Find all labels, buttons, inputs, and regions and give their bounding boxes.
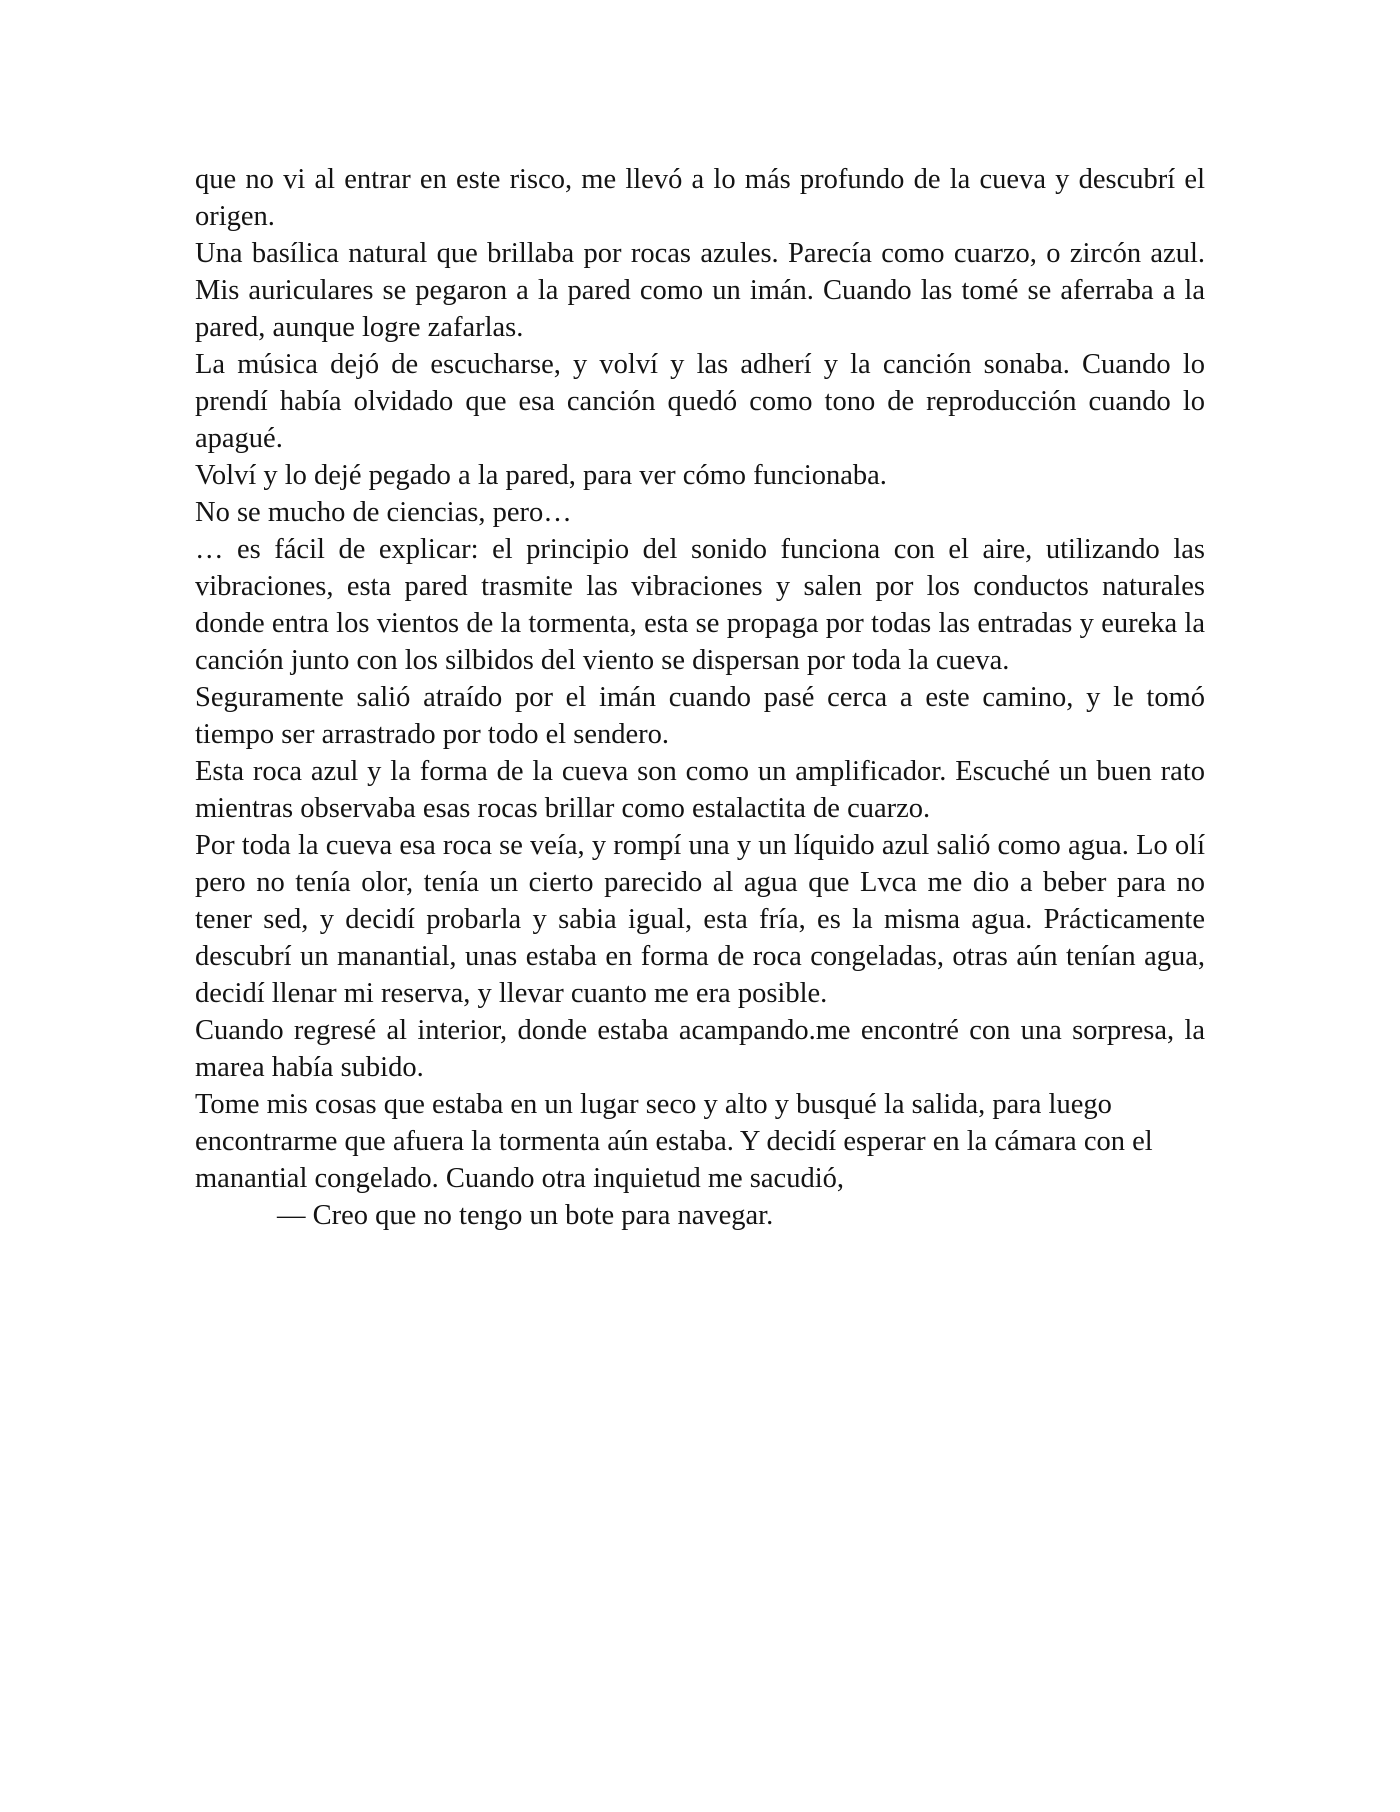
paragraph: Cuando regresé al interior, donde estaba acampando.me encontré con una sorpresa, la marea había subido.: [195, 1015, 1205, 1083]
paragraph: Seguramente salió atraído por el imán cuando pasé cerca a este camino, y le tomó tiempo ser arrastrado por todo el sendero.: [195, 682, 1205, 750]
paragraph: Tome mis cosas que estaba en un lugar seco y alto y busqué la salida, para luego encontrarme que afuera la tormenta aún estaba. Y decidí esperar en la cámara con el manantial congelado. Cuando otra inquietud me sacudió,: [195, 1089, 1153, 1194]
paragraph: Volví y lo dejé pegado a la pared, para ver cómo funcionaba.: [195, 460, 887, 491]
paragraph: que no vi al entrar en este risco, me llevó a lo más profundo de la cueva y descubrí el origen.: [195, 164, 1205, 232]
paragraph: Esta roca azul y la forma de la cueva son como un amplificador. Escuché un buen rato mientras observaba esas rocas brillar como estalactita de cuarzo.: [195, 756, 1205, 824]
paragraph: Por toda la cueva esa roca se veía, y rompí una y un líquido azul salió como agua. Lo olí pero no tenía olor, tenía un cierto parecido al agua que Lvca me dio a beber para no tener sed, y decidí probarla y sabia igual, esta fría, es la misma agua. Prácticamente descubrí un manantial, unas estaba en forma de roca congeladas, otras aún tenían agua, decidí llenar mi reserva, y llevar cuanto me era posible.: [195, 830, 1205, 1009]
paragraph: Una basílica natural que brillaba por rocas azules. Parecía como cuarzo, o zircón azul. Mis auriculares se pegaron a la pared como un imán. Cuando las tomé se aferraba a la pared, aunque logre zafarlas.: [195, 238, 1205, 343]
dialogue-line: — Creo que no tengo un bote para navegar.: [277, 1200, 774, 1231]
paragraph: La música dejó de escucharse, y volví y las adherí y la canción sonaba. Cuando lo prendí había olvidado que esa canción quedó como tono de reproducción cuando lo apagué.: [195, 349, 1205, 454]
body-text: [195, 161, 1205, 1234]
paragraph: No se mucho de ciencias, pero…: [195, 497, 572, 528]
paragraph: … es fácil de explicar: el principio del sonido funciona con el aire, utilizando las vibraciones, esta pared trasmite las vibraciones y salen por los conductos naturales donde entra los vientos de la tormenta, esta se propaga por todas las entradas y eureka la canción junto con los silbidos del viento se dispersan por toda la cueva.: [195, 534, 1205, 676]
